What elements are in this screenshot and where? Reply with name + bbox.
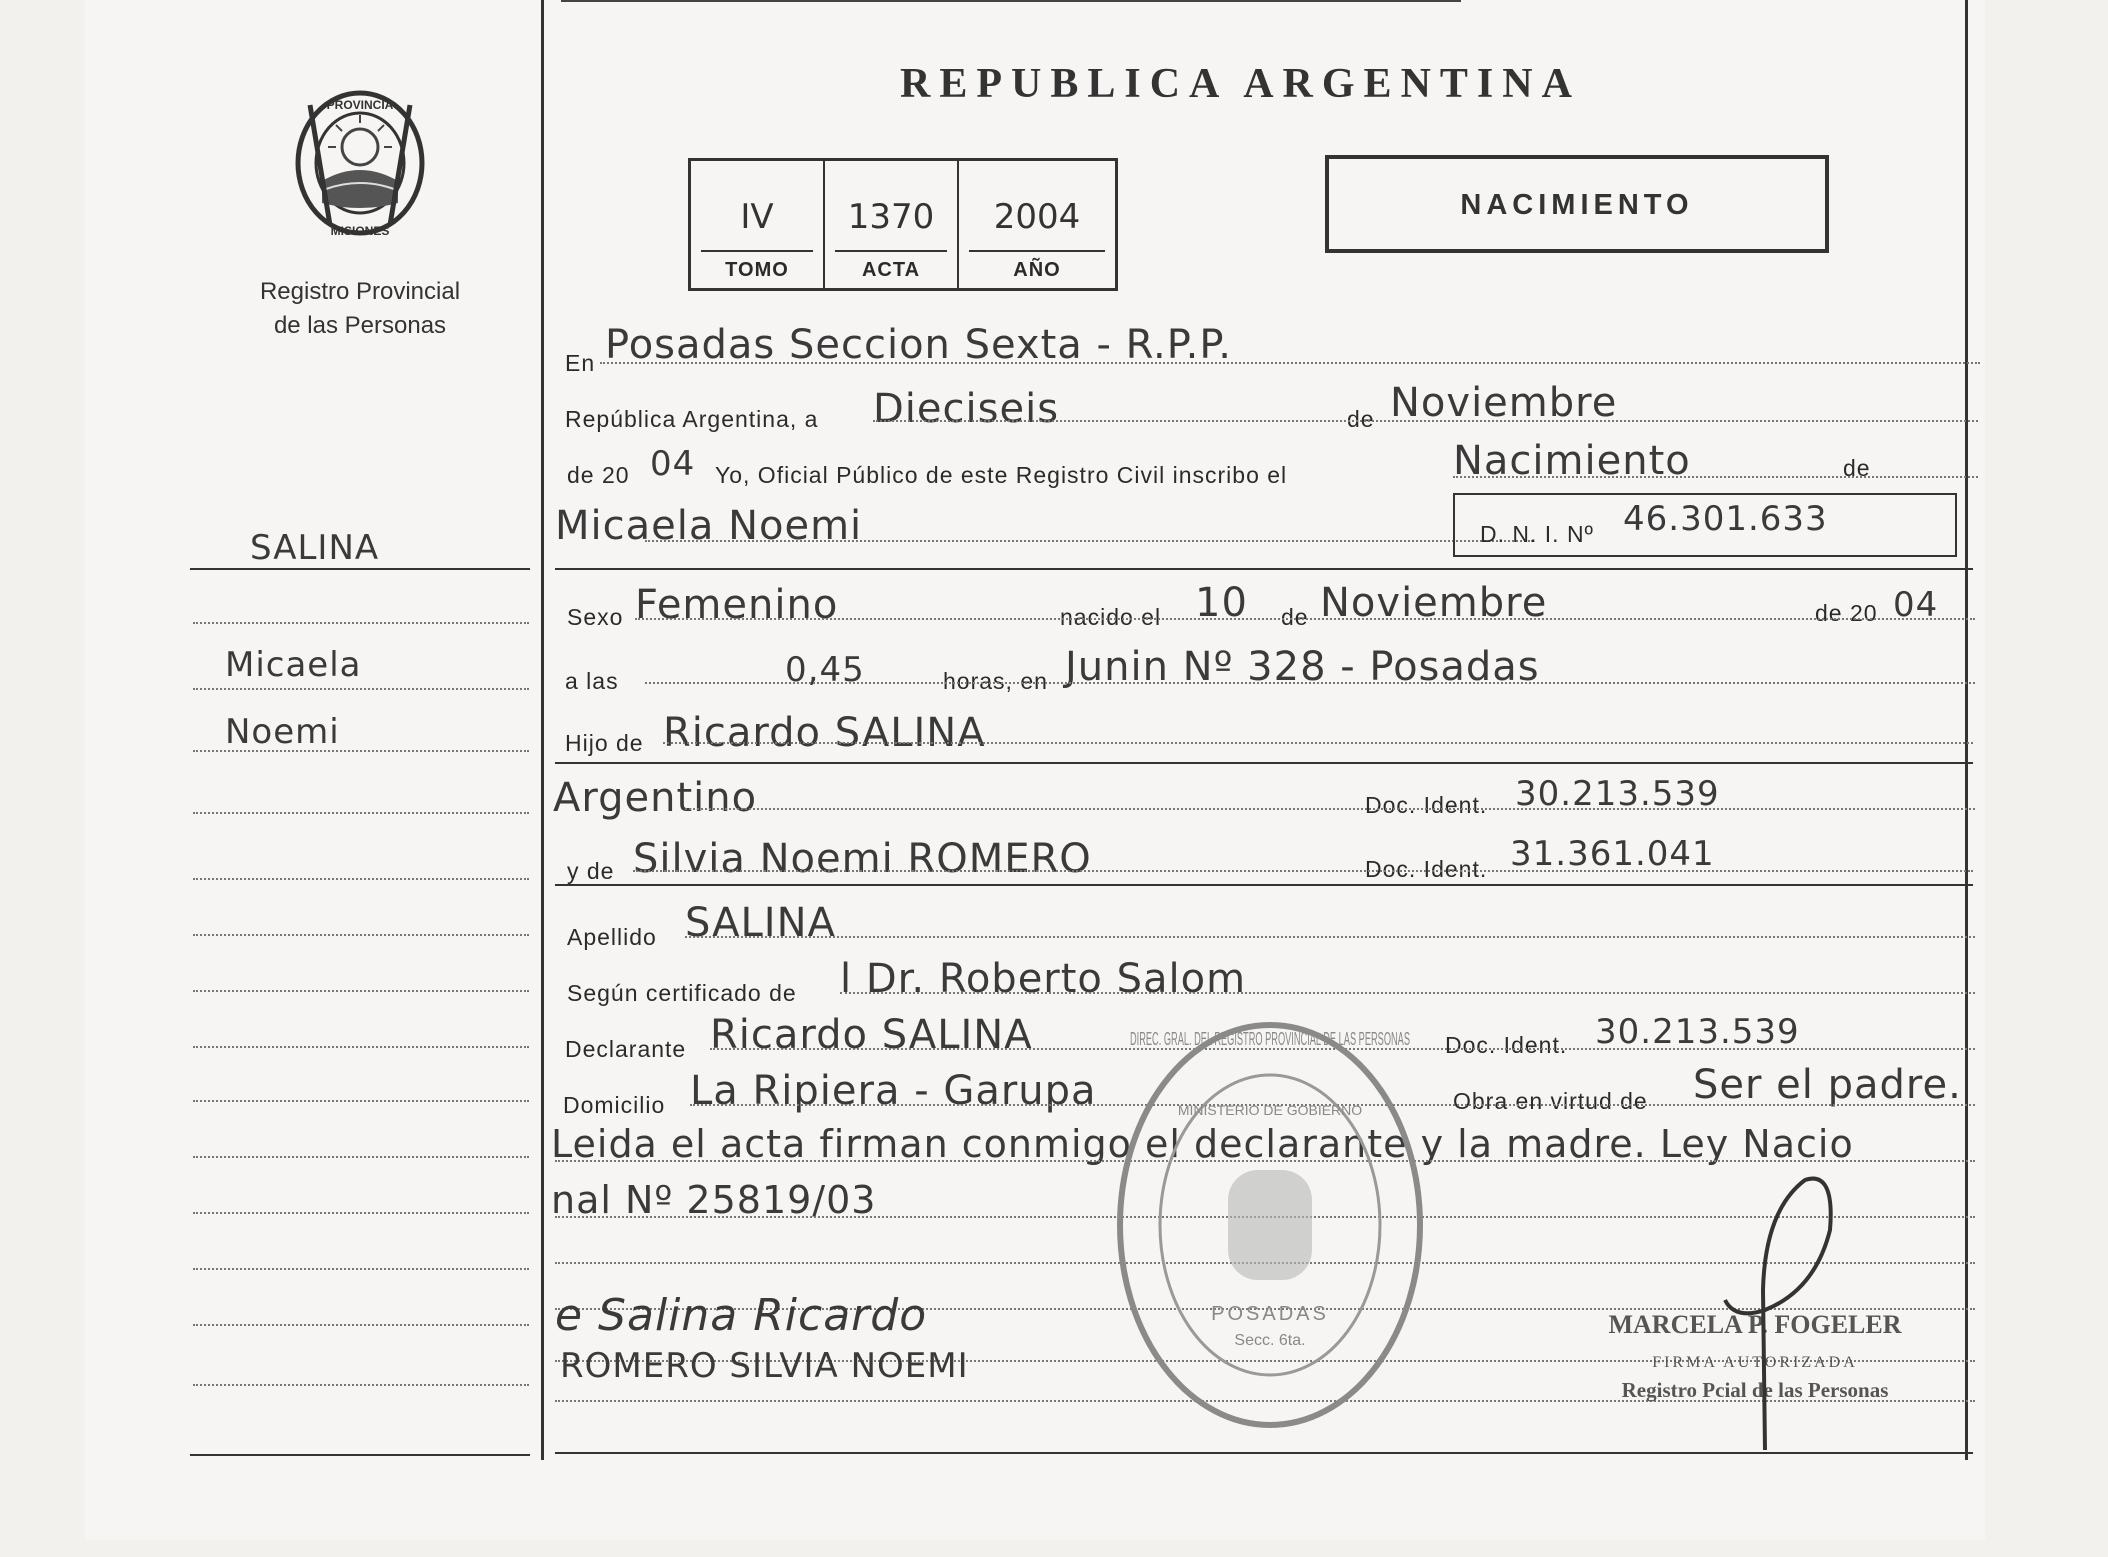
birth-time-value: 0,45 [785,650,865,690]
y-de-label: y de [567,858,615,884]
month-value: Noviembre [1390,380,1618,426]
sex-value: Femenino [635,582,839,628]
de-label-2: de [1843,455,1871,481]
birth-day-value: 10 [1195,580,1248,626]
field-line [635,618,1975,620]
surname-value: SALINA [685,900,836,946]
margin-dotline [193,1156,529,1158]
tomo-cell [691,161,825,288]
sexo-label: Sexo [567,604,624,630]
birth-certificate-page [85,0,1985,1540]
declarant-value: Ricardo SALINA [710,1012,1033,1058]
stamp-section: Secc. 6ta. [1234,1332,1306,1349]
acta-label: ACTA [861,259,921,281]
de20-label: de 20 [1815,600,1878,626]
field-line [663,742,1973,744]
margin-dotline [193,812,529,814]
ano-label: AÑO [1013,259,1061,281]
margin-rule-1 [190,568,530,570]
margin-given-1: Micaela [225,645,362,685]
acta-cell [825,161,959,288]
certifier-value: l Dr. Roberto Salom [840,956,1247,1002]
birth-place-value: Junin Nº 328 - Posadas [1065,644,1540,690]
field-line [600,362,1980,364]
doc-ident-label-declarant: Doc. Ident. [1445,1032,1568,1058]
field-line [873,420,1978,422]
registry-line-2: de las Personas [273,312,447,339]
note-line-2: nal Nº 25819/03 [551,1178,877,1222]
registry-line-1: Registro Provincial [259,278,461,305]
doc-ident-label-mother: Doc. Ident. [1365,856,1488,882]
margin-dotline [193,622,529,624]
field-line [840,992,1975,994]
margin-dotline [193,1046,529,1048]
stamp-city: POSADAS [1211,1303,1329,1325]
ano-value: 2004 [993,197,1081,237]
address-value: La Ripiera - Garupa [690,1068,1097,1114]
en-label: En [565,350,596,376]
misiones-seal-icon [290,85,430,245]
hijo-label: Hijo de [565,730,644,756]
domicilio-label: Domicilio [563,1092,666,1118]
margin-dotline [193,688,529,690]
signature-father: e Salina Ricardo [555,1290,928,1341]
declarant-doc-value: 30.213.539 [1595,1012,1800,1052]
place-value: Posadas Seccion Sexta - R.P.P. [605,322,1232,368]
margin-surname: SALINA [250,528,380,568]
act-type-value: Nacimiento [1453,438,1691,484]
ano-cell [959,161,1115,288]
father-name-value: Ricardo SALINA [663,710,986,756]
horas-label: horas, en [943,668,1048,694]
doc-ident-label-father: Doc. Ident. [1365,792,1488,818]
note-line-1: Leida el acta firman conmigo el declarante y la madre. Ley Nacio [551,1122,1854,1166]
margin-rule-bottom [190,1454,530,1456]
officer-role: FIRMA AUTORIZADA [1652,1354,1858,1371]
day-value: Dieciseis [873,386,1060,432]
birth-month-value: Noviembre [1320,580,1548,626]
registry-name [235,275,485,343]
margin-dotline [193,1324,529,1326]
birth-year-suffix: 04 [1893,585,1939,625]
margin-dotline [193,878,529,880]
margin-dotline [193,1212,529,1214]
stamp-ring-text: DIREC. GRAL. DEL REGISTRO PROVINCIAL DE LAS PERSONAS [1130,1029,1410,1049]
seal-bottom-text: MISIONES [330,224,390,238]
child-name-value: Micaela Noemi [555,503,863,549]
right-border [1965,0,1968,1460]
field-line [1453,476,1978,478]
margin-dotline [193,1384,529,1386]
basis-value: Ser el padre. [1693,1062,1962,1108]
field-line [685,936,1975,938]
official-stamp-icon [1110,1015,1430,1435]
de-label: de [1347,406,1375,432]
dni-box [1453,493,1957,557]
margin-dotline [193,1268,529,1270]
section-rule [555,884,1973,886]
nacido-label: nacido el [1060,604,1162,630]
field-line [633,870,1973,872]
year-prefix-label: de 20 [567,462,630,488]
margin-dotline [193,934,529,936]
dni-value: 46.301.633 [1623,499,1828,539]
margin-dotline [193,990,529,992]
dni-label: D. N. I. Nº [1480,521,1594,547]
republica-label: República Argentina, a [565,406,819,432]
margin-dotline [193,1100,529,1102]
tomo-label: TOMO [725,259,789,281]
section-rule [555,762,1973,764]
margin-given-2: Noemi [225,712,340,752]
section-rule [555,568,1973,570]
acta-value: 1370 [847,197,935,237]
signature-mother: ROMERO SILVIA NOEMI [560,1346,969,1386]
top-rule [561,0,1461,2]
mother-name-value: Silvia Noemi ROMERO [633,836,1092,882]
tomo-value: IV [740,197,774,237]
margin-dotline [193,750,529,752]
left-column-divider [541,0,544,1460]
record-number-box [688,158,1118,291]
father-nationality-value: Argentino [553,775,758,821]
apellido-label: Apellido [567,924,657,950]
officer-signature-icon [1665,1170,1865,1470]
officer-office: Registro Pcial de las Personas [1621,1378,1889,1402]
stamp-inner-text: MINISTERIO DE GOBIERNO [1177,1102,1363,1118]
page-title: REPUBLICA ARGENTINA [900,61,1581,107]
document-type-box [1325,155,1829,253]
mother-doc-value: 31.361.041 [1510,834,1715,874]
year-suffix-value: 04 [650,444,696,484]
father-doc-value: 30.213.539 [1515,774,1720,814]
field-line [645,682,1975,684]
officer-text: Yo, Oficial Público de este Registro Civil inscribo el [715,462,1288,488]
field-line [685,808,1975,810]
declarante-label: Declarante [565,1036,687,1062]
segun-label: Según certificado de [567,980,797,1006]
officer-name: MARCELA P. FOGELER [1608,1310,1902,1339]
seal-top-text: PROVINCIA [326,98,394,112]
document-type-label: NACIMIENTO [1460,189,1694,221]
obra-label: Obra en virtud de [1453,1088,1648,1114]
de-label-3: de [1281,604,1309,630]
field-line [645,540,1533,542]
a-las-label: a las [565,668,619,694]
